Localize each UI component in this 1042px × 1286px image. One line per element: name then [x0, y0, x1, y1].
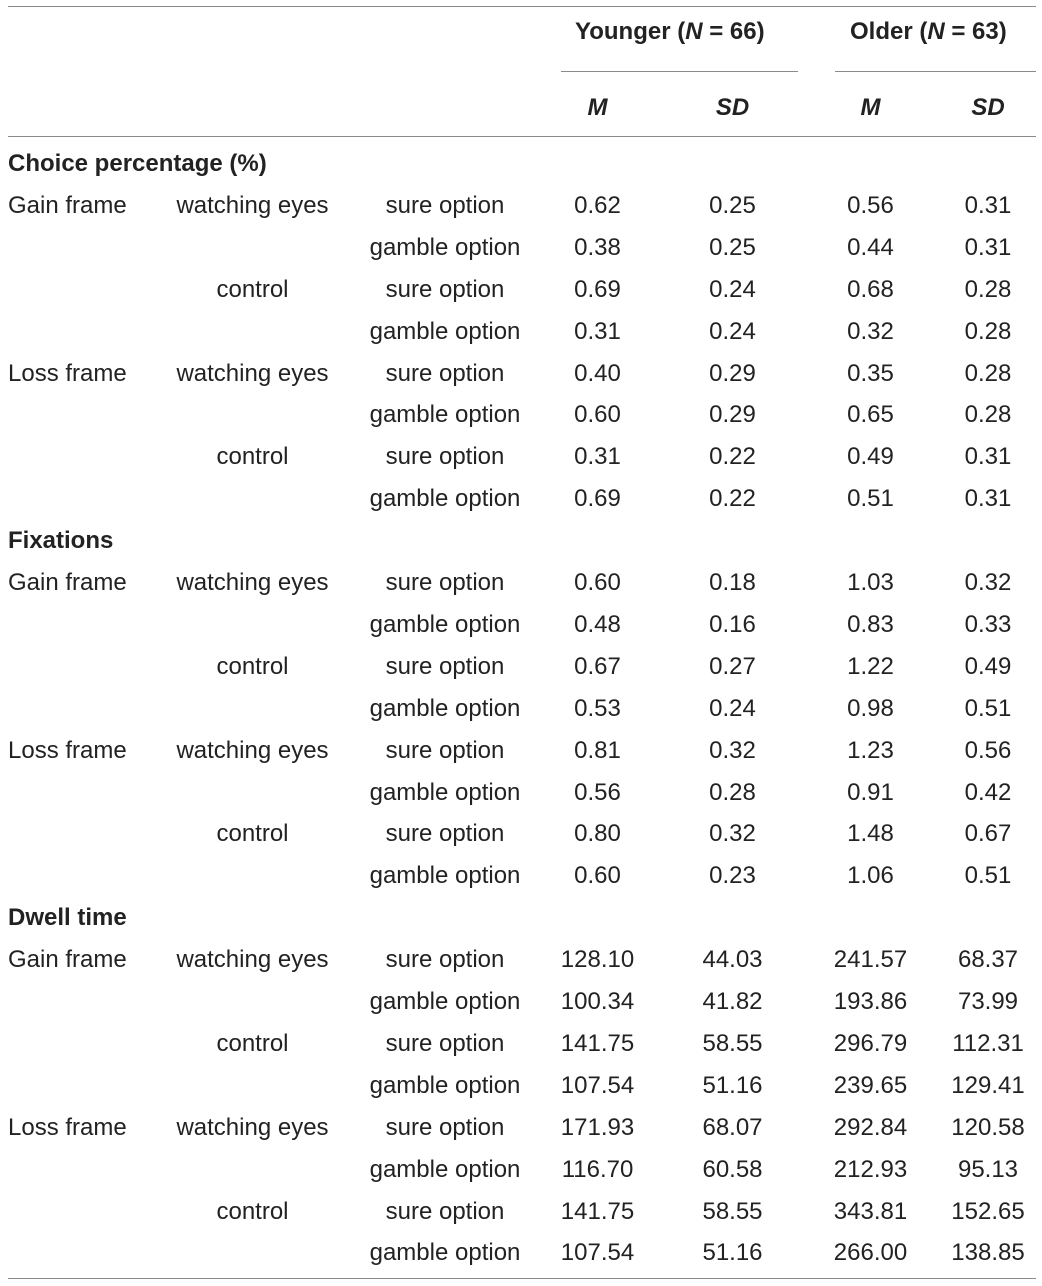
younger-sd-value: 0.25: [709, 191, 756, 219]
younger-sd-value: 0.24: [709, 317, 756, 345]
older-mean-value: 0.83: [847, 610, 894, 638]
bottom-rule: [8, 1278, 1036, 1279]
condition-label: watching eyes: [176, 736, 329, 764]
younger-group-header: Younger (N = 66): [575, 18, 765, 45]
younger-mean-value: 100.34: [560, 988, 635, 1015]
table-row: [0, 185, 1042, 227]
option-label: gamble option: [369, 1071, 521, 1099]
older-mean-value: 212.93: [833, 1155, 908, 1183]
older-mean-value: 292.84: [833, 1113, 908, 1141]
older-mean-value: 0.65: [847, 401, 894, 429]
table-row: [0, 269, 1042, 311]
younger-sd-value: 44.03: [702, 946, 763, 974]
table-row: [0, 1023, 1042, 1065]
older-sd-value: 0.31: [964, 485, 1012, 513]
option-label: sure option: [385, 359, 505, 387]
younger-mean-value: 0.31: [574, 443, 621, 471]
younger-sd-value: 0.24: [709, 694, 756, 722]
younger-sd-value: 0.23: [709, 862, 756, 890]
older-sd-value: 0.31: [964, 443, 1012, 471]
younger-group-rule: [561, 71, 798, 72]
younger-mean-value: 0.53: [574, 694, 621, 722]
older-mean-value: 0.49: [847, 443, 894, 471]
table-row: [0, 353, 1042, 395]
older-group-rule: [835, 71, 1036, 72]
frame-label: Gain frame: [8, 191, 127, 219]
condition-label: control: [216, 652, 289, 680]
table-row: [0, 394, 1042, 436]
section-title: Fixations: [8, 527, 114, 555]
younger-sd-value: 0.32: [709, 736, 756, 764]
older-sd-value: 0.32: [964, 569, 1012, 596]
younger-sd-value: 0.25: [709, 233, 756, 261]
older-mean-value: 0.68: [847, 275, 894, 303]
older-mean-value: 0.51: [847, 485, 894, 513]
option-label: sure option: [385, 191, 505, 219]
option-label: gamble option: [369, 694, 521, 722]
younger-mean-value: 0.69: [574, 275, 621, 303]
younger-sd-value: 41.82: [702, 988, 763, 1015]
option-label: gamble option: [369, 317, 521, 345]
section-header-row: [0, 520, 1042, 562]
younger-mean-value: 107.54: [560, 1071, 635, 1099]
younger-sd-header: SD: [715, 94, 750, 121]
older-mean-value: 0.91: [847, 778, 894, 806]
section-title: Choice percentage (%): [8, 150, 267, 177]
older-mean-value: 241.57: [833, 946, 908, 974]
younger-mean-value: 116.70: [561, 1155, 634, 1183]
older-mean-value: 1.48: [847, 820, 894, 848]
younger-sd-value: 0.24: [709, 275, 756, 303]
younger-sd-value: 51.16: [702, 1239, 763, 1267]
condition-label: watching eyes: [176, 946, 329, 974]
older-sd-value: 0.28: [964, 275, 1012, 303]
older-sd-value: 0.31: [964, 191, 1012, 219]
older-sd-value: 73.99: [957, 988, 1019, 1015]
older-sd-value: 0.28: [964, 401, 1012, 429]
younger-sd-value: 68.07: [702, 1113, 763, 1141]
top-rule: [8, 6, 1036, 7]
table-row: [0, 981, 1042, 1023]
older-sd-value: 0.67: [964, 820, 1012, 848]
option-label: sure option: [385, 946, 505, 974]
table-row: [0, 227, 1042, 269]
older-group-header: Older (N = 63): [850, 18, 1007, 45]
table-row: [0, 688, 1042, 730]
younger-mean-value: 141.75: [560, 1197, 635, 1225]
older-mean-value: 193.86: [833, 988, 908, 1015]
older-sd-value: 138.85: [951, 1239, 1025, 1267]
older-sd-value: 95.13: [957, 1155, 1019, 1183]
younger-sd-value: 51.16: [702, 1071, 763, 1099]
frame-label: Loss frame: [8, 1113, 127, 1141]
younger-mean-value: 0.38: [574, 233, 621, 261]
younger-mean-value: 141.75: [560, 1029, 635, 1057]
older-sd-value: 0.28: [964, 359, 1012, 387]
older-sd-value: 129.41: [951, 1071, 1025, 1099]
younger-sd-value: 0.18: [709, 569, 756, 596]
option-label: sure option: [385, 652, 505, 680]
younger-mean-value: 0.80: [574, 820, 621, 848]
older-mean-value: 0.98: [847, 694, 894, 722]
younger-sd-value: 0.16: [709, 610, 756, 638]
table-row: [0, 813, 1042, 855]
younger-mean-value: 0.40: [574, 359, 621, 387]
table-row: [0, 1149, 1042, 1191]
option-label: gamble option: [369, 485, 521, 513]
table-row: [0, 939, 1042, 981]
older-mean-value: 1.03: [847, 569, 894, 596]
older-sd-value: 0.31: [964, 233, 1012, 261]
table-row: [0, 1107, 1042, 1149]
older-mean-value: 1.22: [847, 652, 894, 680]
option-label: sure option: [385, 736, 505, 764]
header-rule: [8, 136, 1036, 137]
option-label: sure option: [385, 820, 505, 848]
condition-label: control: [216, 443, 289, 471]
section-title: Dwell time: [8, 904, 127, 932]
condition-label: watching eyes: [176, 1113, 329, 1141]
option-label: sure option: [385, 1197, 505, 1225]
older-sd-value: 68.37: [957, 946, 1019, 974]
option-label: gamble option: [369, 233, 521, 261]
option-label: sure option: [385, 275, 505, 303]
condition-label: control: [216, 275, 289, 303]
younger-mean-value: 107.54: [560, 1239, 635, 1267]
younger-mean-value: 0.81: [574, 736, 621, 764]
condition-label: watching eyes: [176, 191, 329, 219]
younger-sd-value: 0.29: [709, 359, 756, 387]
younger-sd-value: 60.58: [702, 1155, 763, 1183]
older-sd-value: 0.33: [964, 610, 1012, 638]
younger-mean-value: 171.93: [560, 1113, 635, 1141]
older-sd-value: 152.65: [951, 1197, 1025, 1225]
younger-sd-value: 0.22: [709, 485, 756, 513]
older-mean-value: 1.06: [847, 862, 894, 890]
older-mean-value: 0.35: [847, 359, 894, 387]
younger-mean-value: 0.60: [574, 862, 621, 890]
older-sd-header: SD: [971, 94, 1005, 121]
older-mean-value: 239.65: [833, 1071, 908, 1099]
option-label: sure option: [385, 1029, 505, 1057]
table-row: [0, 730, 1042, 772]
younger-sd-value: 58.55: [702, 1029, 763, 1057]
younger-mean-value: 0.62: [574, 191, 621, 219]
option-label: gamble option: [369, 778, 521, 806]
condition-label: watching eyes: [176, 569, 329, 596]
younger-mean-value: 0.60: [574, 569, 621, 596]
younger-sd-value: 0.28: [709, 778, 756, 806]
frame-label: Gain frame: [8, 569, 127, 596]
table-row: [0, 855, 1042, 897]
older-sd-value: 0.28: [964, 317, 1012, 345]
table-row: [0, 1232, 1042, 1274]
option-label: gamble option: [369, 401, 521, 429]
younger-sd-value: 0.27: [709, 652, 756, 680]
condition-label: control: [216, 820, 289, 848]
frame-label: Loss frame: [8, 736, 127, 764]
younger-mean-value: 0.48: [574, 610, 621, 638]
table-row: [0, 478, 1042, 520]
older-mean-value: 0.44: [847, 233, 894, 261]
table-row: [0, 311, 1042, 353]
option-label: sure option: [385, 443, 505, 471]
option-label: sure option: [385, 1113, 505, 1141]
table-row: [0, 1191, 1042, 1233]
option-label: gamble option: [369, 862, 521, 890]
older-mean-value: 296.79: [833, 1029, 908, 1057]
older-mean-value: 343.81: [833, 1197, 908, 1225]
younger-mean-header: M: [587, 94, 608, 121]
younger-mean-value: 0.56: [574, 778, 621, 806]
older-mean-value: 266.00: [833, 1239, 908, 1267]
older-sd-value: 0.51: [964, 862, 1012, 890]
younger-sd-value: 58.55: [702, 1197, 763, 1225]
table-row: [0, 646, 1042, 688]
older-mean-header: M: [860, 94, 881, 121]
option-label: gamble option: [369, 610, 521, 638]
frame-label: Gain frame: [8, 946, 127, 974]
table-row: [0, 436, 1042, 478]
older-mean-value: 0.56: [847, 191, 894, 219]
table-row: [0, 1065, 1042, 1107]
option-label: sure option: [385, 569, 505, 596]
younger-mean-value: 0.69: [574, 485, 621, 513]
older-sd-value: 120.58: [951, 1113, 1025, 1141]
condition-label: control: [216, 1029, 289, 1057]
option-label: gamble option: [369, 988, 521, 1015]
older-mean-value: 0.32: [847, 317, 894, 345]
table-row: [0, 604, 1042, 646]
table-row: [0, 772, 1042, 814]
younger-sd-value: 0.32: [709, 820, 756, 848]
younger-mean-value: 0.67: [574, 652, 621, 680]
option-label: gamble option: [369, 1155, 521, 1183]
condition-label: watching eyes: [176, 359, 329, 387]
younger-sd-value: 0.29: [709, 401, 756, 429]
condition-label: control: [216, 1197, 289, 1225]
older-sd-value: 0.51: [964, 694, 1012, 722]
older-sd-value: 0.42: [964, 778, 1012, 806]
section-header-row: [0, 143, 1042, 185]
option-label: gamble option: [369, 1239, 521, 1267]
older-mean-value: 1.23: [847, 736, 894, 764]
frame-label: Loss frame: [8, 359, 127, 387]
older-sd-value: 112.31: [952, 1029, 1024, 1057]
younger-mean-value: 128.10: [560, 946, 635, 974]
younger-mean-value: 0.31: [574, 317, 621, 345]
younger-sd-value: 0.22: [709, 443, 756, 471]
older-sd-value: 0.49: [964, 652, 1012, 680]
section-header-row: [0, 897, 1042, 939]
older-sd-value: 0.56: [964, 736, 1012, 764]
table-row: [0, 562, 1042, 604]
younger-mean-value: 0.60: [574, 401, 621, 429]
